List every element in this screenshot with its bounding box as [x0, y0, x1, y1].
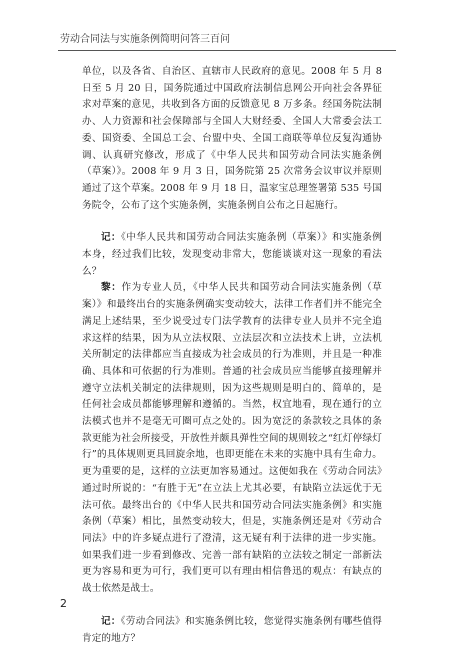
running-header: 劳动合同法与实施条例简明问答三百问 [60, 34, 230, 45]
interviewer-label: 记： [101, 232, 122, 244]
page-number: 2 [60, 597, 67, 610]
question-paragraph [82, 614, 382, 647]
header-rule [58, 50, 396, 51]
paragraph-gap [82, 598, 382, 614]
paragraph-gap [82, 214, 382, 230]
respondent-label: 黎： [101, 282, 122, 294]
interviewer-label: 记： [101, 615, 121, 627]
answer-paragraph [82, 280, 382, 597]
question-paragraph [82, 230, 382, 280]
question-text: 《中华人民共和国劳动合同法实施条例（草案）》和实施条例本身，经过我们比较，发现变动非常大，您能谈谈对这一现象的看法么？ [82, 232, 383, 277]
answer-text: 作为专业人员，《中华人民共和国劳动合同法实施条例（草案）》和最终出台的实施条例确实变动较大，法律工作者们并不能完全满足上述结果，至少说受过专门法学教育的法律专业人员并不完全追求这样的结果，因为从立法权限、立法层次和立法技术上讲，立法机关所制定的法律都应当直接成为社会成员的行为准则，并且是一种准确、具体和可依据的行为准则。普通的社会成员应当能够直接理解并遵守立法机关制定的法律规则，因为这些规则是明白的、简单的，是任何社会成员都能够理解和遵循的。当然，权宜地看，现在通行的立法模式也并不是毫无可圈可点之处的。因为宽泛的条款较之具体的条款更能为社会所接受，开放性并颇具弹性空间的规则较之“红灯停绿灯行”的具体规则更具回旋余地，也即更能在未来的实施中具有生命力。更为重要的是，这样的立法更加容易通过。这便如我在《劳动合同法》通过时所说的：“有胜于无”在立法上尤其必要，有缺陷立法远优于无法可依。最终出台的《中华人民共和国劳动合同法实施条例》和实施条例（草案）相比，虽然变动较大，但是，实施条例还是对《劳动合同法》中的许多疑点进行了澄清，这无疑有利于法律的进一步实施。如果我们进一步看到修改、完善一部有缺陷的立法较之制定一部新法更为容易和更为可行，我们更可以有理由相信鲁迅的观点：有缺点的战士依然是战士。 [82, 282, 382, 595]
question-text: 《劳动合同法》和实施条例比较，您觉得实施条例有哪些值得肯定的地方？ [82, 615, 383, 644]
page-body [82, 64, 382, 647]
paragraph-background: 单位，以及各省、自治区、直辖市人民政府的意见。2008 年 5 月 8 日至 5 月 20 日，国务院通过中国政府法制信息网公开向社会各界征求对草案的意见，共收到各方面的反馈意见 8 万多条。经国务院法制办、人力资源和社会保障部与全国人大财经委、全国人大常委会法工委、国资委、全国总工会、台盟中央、全国工商联等单位反复沟通协调、认真研究修改，形成了《中华人民共和国劳动合同法实施条例（草案）》。2008 年 9 月 3 日，国务院第 25 次常务会议审议并原则通过了这个草案。2008 年 9 月 18 日，温家宝总理签署第 535 号国务院令，公布了这个实施条例，实施条例自公布之日起施行。 [82, 66, 382, 211]
